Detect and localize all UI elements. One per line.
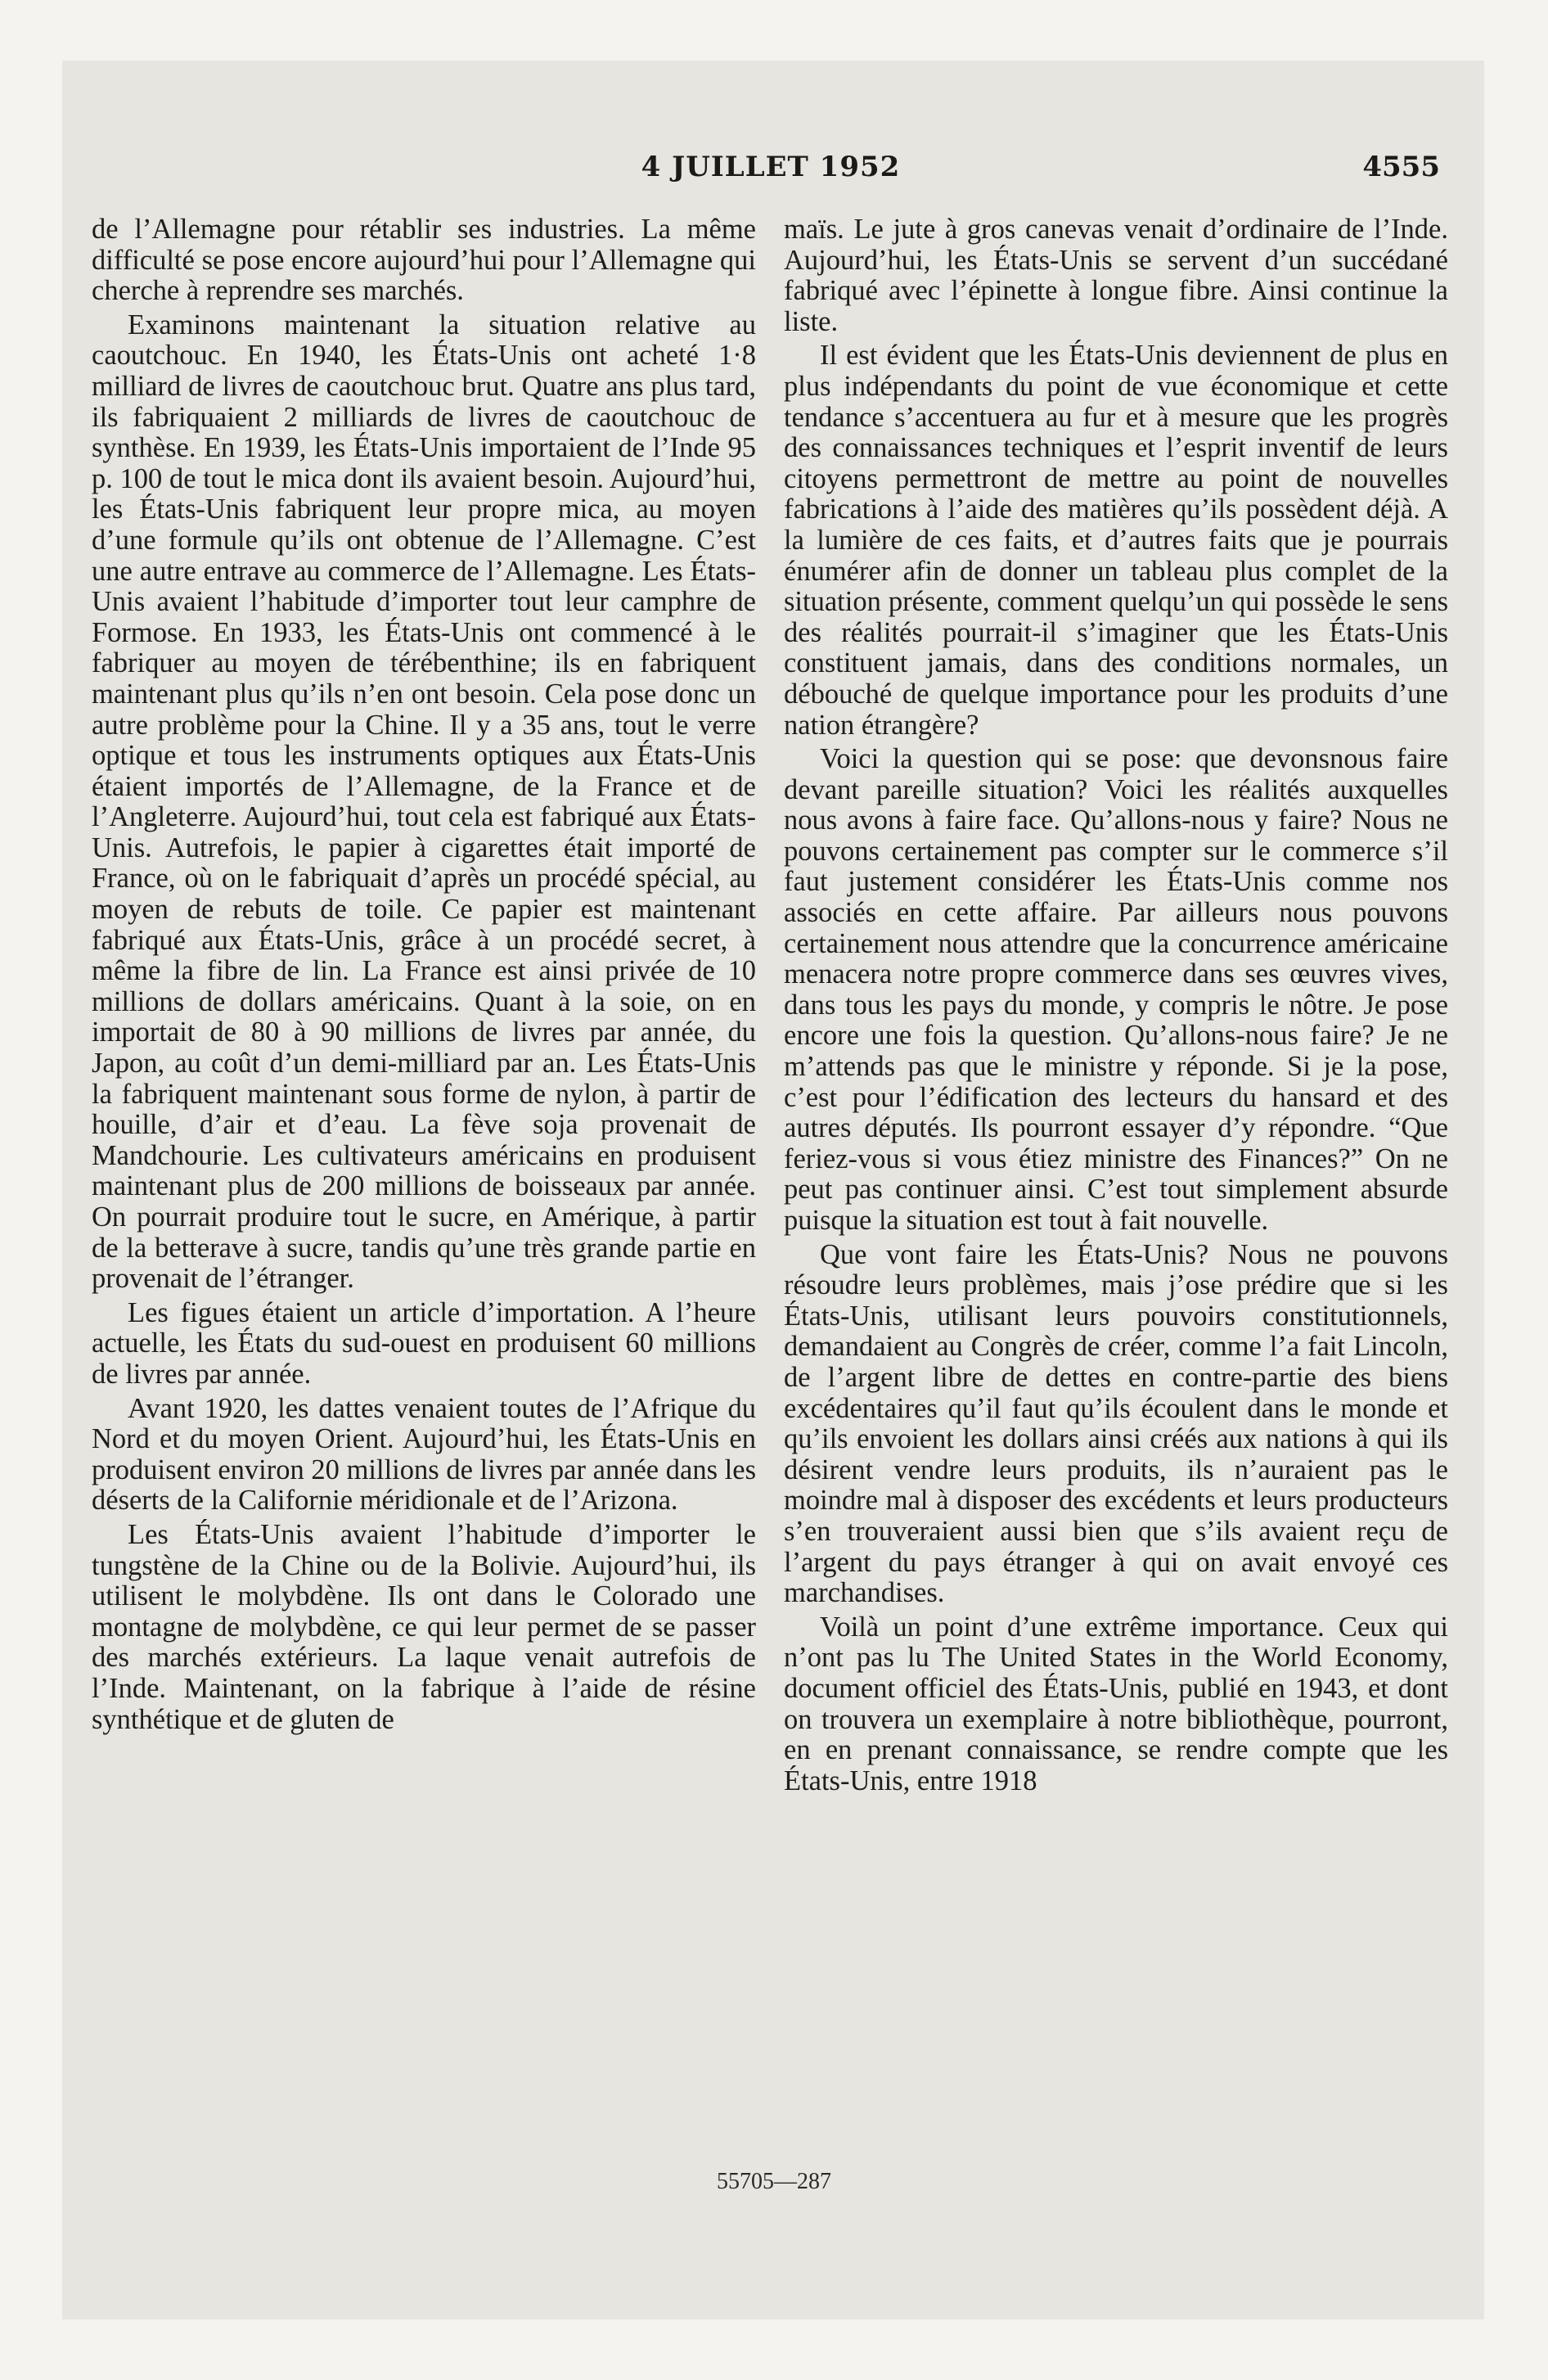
left-column (92, 214, 756, 1738)
left-paragraph-1: de l’Allemagne pour rétablir ses industries. La même difficulté se pose encore aujourd’hui pour l’Allemagne qui cherche à reprendre ses marchés. (92, 214, 756, 307)
right-paragraph-5: Voilà un point d’une extrême importance. Ceux qui n’ont pas lu The United States in the World Economy, document officiel des États-Unis, publié en 1943, et dont on trouvera un exemplaire à notre bibliothèque, pourront, en en prenant connaissance, se rendre compte que les États-Unis, entre 1918 (784, 1611, 1448, 1796)
left-paragraph-5: Les États-Unis avaient l’habitude d’importer le tungstène de la Chine ou de la Bolivie. Aujourd’hui, ils utilisent le molybdène. Ils ont dans le Colorado une montagne de molybdène, ce qui leur permet de se passer des marchés extérieurs. La laque venait autrefois de l’Inde. Maintenant, on la fabrique à l’aide de résine synthétique et de gluten de (92, 1518, 756, 1735)
right-paragraph-4: Que vont faire les États-Unis? Nous ne pouvons résoudre leurs problèmes, mais j’ose prédire que si les États-Unis, utilisant leurs pouvoirs constitutionnels, demandaient au Congrès de créer, comme l’a fait Lincoln, de l’argent libre de dettes en contre-partie des biens excédentaires qu’il faut qu’ils écoulent dans le monde et qu’ils envoient les dollars ainsi créés aux nations à qui ils désirent vendre leurs produits, ils n’auraient pas le moindre mal à disposer des excédents et leurs producteurs s’en trouveraient aussi bien que s’ils avaient reçu de l’argent du pays étranger à qui on avait envoyé ces marchandises. (784, 1238, 1448, 1609)
page-number: 4555 (1362, 151, 1440, 183)
left-paragraph-2: Examinons maintenant la situation relative au caoutchouc. En 1940, les États-Unis ont acheté 1·8 milliard de livres de caoutchouc brut. Quatre ans plus tard, ils fabriquaient 2 milliards de livres de caoutchouc de synthèse. En 1939, les États-Unis importaient de l’Inde 95 p. 100 de tout le mica dont ils avaient besoin. Aujourd’hui, les États-Unis fabriquent leur propre mica, au moyen d’une formule qu’ils ont obtenue de l’Allemagne. C’est une autre entrave au commerce de l’Allemagne. Les États-Unis avaient l’habitude d’importer tout leur camphre de Formose. En 1933, les États-Unis ont commencé à le fabriquer au moyen de térébenthine; ils en fabriquent maintenant plus qu’ils n’en ont besoin. Cela pose donc un autre problème pour la Chine. Il y a 35 ans, tout le verre optique et tous les instruments optiques aux États-Unis étaient importés de l’Allemagne, de la France et de l’Angleterre. Aujourd’hui, tout cela est fabriqué aux États-Unis. Autrefois, le papier à cigarettes était importé de France, où on le fabriquait d’après un procédé spécial, au moyen de rebuts de toile. Ce papier est maintenant fabriqué aux États-Unis, grâce à un procédé secret, à même la fibre de lin. La France est ainsi privée de 10 millions de dollars américains. Quant à la soie, on en importait de 80 à 90 millions de livres par année, du Japon, au coût d’un demi-milliard par an. Les États-Unis la fabriquent maintenant sous forme de nylon, à partir de houille, d’air et d’eau. La fève soja provenait de Mandchourie. Les cultivateurs américains en produisent maintenant plus de 200 millions de boisseaux par année. On pourrait produire tout le sucre, en Amérique, à partir de la betterave à sucre, tandis qu’une très grande partie en provenait de l’étranger. (92, 309, 756, 1295)
header-date: 4 JUILLET 1952 (641, 151, 901, 183)
right-paragraph-3: Voici la question qui se pose: que devonsnous faire devant pareille situation? Voici les réalités auxquelles nous avons à faire face. Qu’allons-nous y faire? Nous ne pouvons certainement pas compter sur le commerce s’il faut justement considérer les États-Unis comme nos associés en cette affaire. Par ailleurs nous pouvons certainement nous attendre que la concurrence américaine menacera notre propre commerce dans ses œuvres vives, dans tous les pays du monde, y compris le nôtre. Je pose encore une fois la question. Qu’allons-nous faire? Je ne m’attends pas que le ministre y réponde. Si je la pose, c’est pour l’édification des lecteurs du hansard et des autres députés. Ils pourront essayer d’y répondre. “Que feriez-vous si vous étiez ministre des Finances?” On ne peut pas continuer ainsi. C’est tout simplement absurde puisque la situation est tout à fait nouvelle. (784, 743, 1448, 1236)
right-column (784, 214, 1448, 1800)
left-paragraph-3: Les figues étaient un article d’importation. A l’heure actuelle, les États du sud-ouest en produisent 60 millions de livres par année. (92, 1296, 756, 1390)
page-header (92, 146, 1450, 188)
footer-code: 55705—287 (717, 2169, 831, 2194)
right-paragraph-1: maïs. Le jute à gros canevas venait d’ordinaire de l’Inde. Aujourd’hui, les États-Unis se servent d’un succédané fabriqué avec l’épinette à longue fibre. Ainsi continue la liste. (784, 214, 1448, 337)
left-paragraph-4: Avant 1920, les dattes venaient toutes de l’Afrique du Nord et du moyen Orient. Aujourd’hui, les États-Unis en produisent environ 20 millions de livres par année dans les déserts de la Californie méridionale et de l’Arizona. (92, 1392, 756, 1517)
right-paragraph-2: Il est évident que les États-Unis deviennent de plus en plus indépendants du point de vue économique et cette tendance s’accentuera au fur et à mesure que les progrès des connaissances techniques et l’esprit inventif de leurs citoyens permettront de mettre au point de nouvelles fabrications à l’aide des matières qu’ils possèdent déjà. A la lumière de ces faits, et d’autres faits que je pourrais énumérer afin de donner un tableau plus complet de la situation présente, comment quelqu’un qui possède le sens des réalités pourrait-il s’imaginer que les États-Unis constituent jamais, dans des conditions normales, un débouché de quelque importance pour les produits d’une nation étrangère? (784, 340, 1448, 741)
